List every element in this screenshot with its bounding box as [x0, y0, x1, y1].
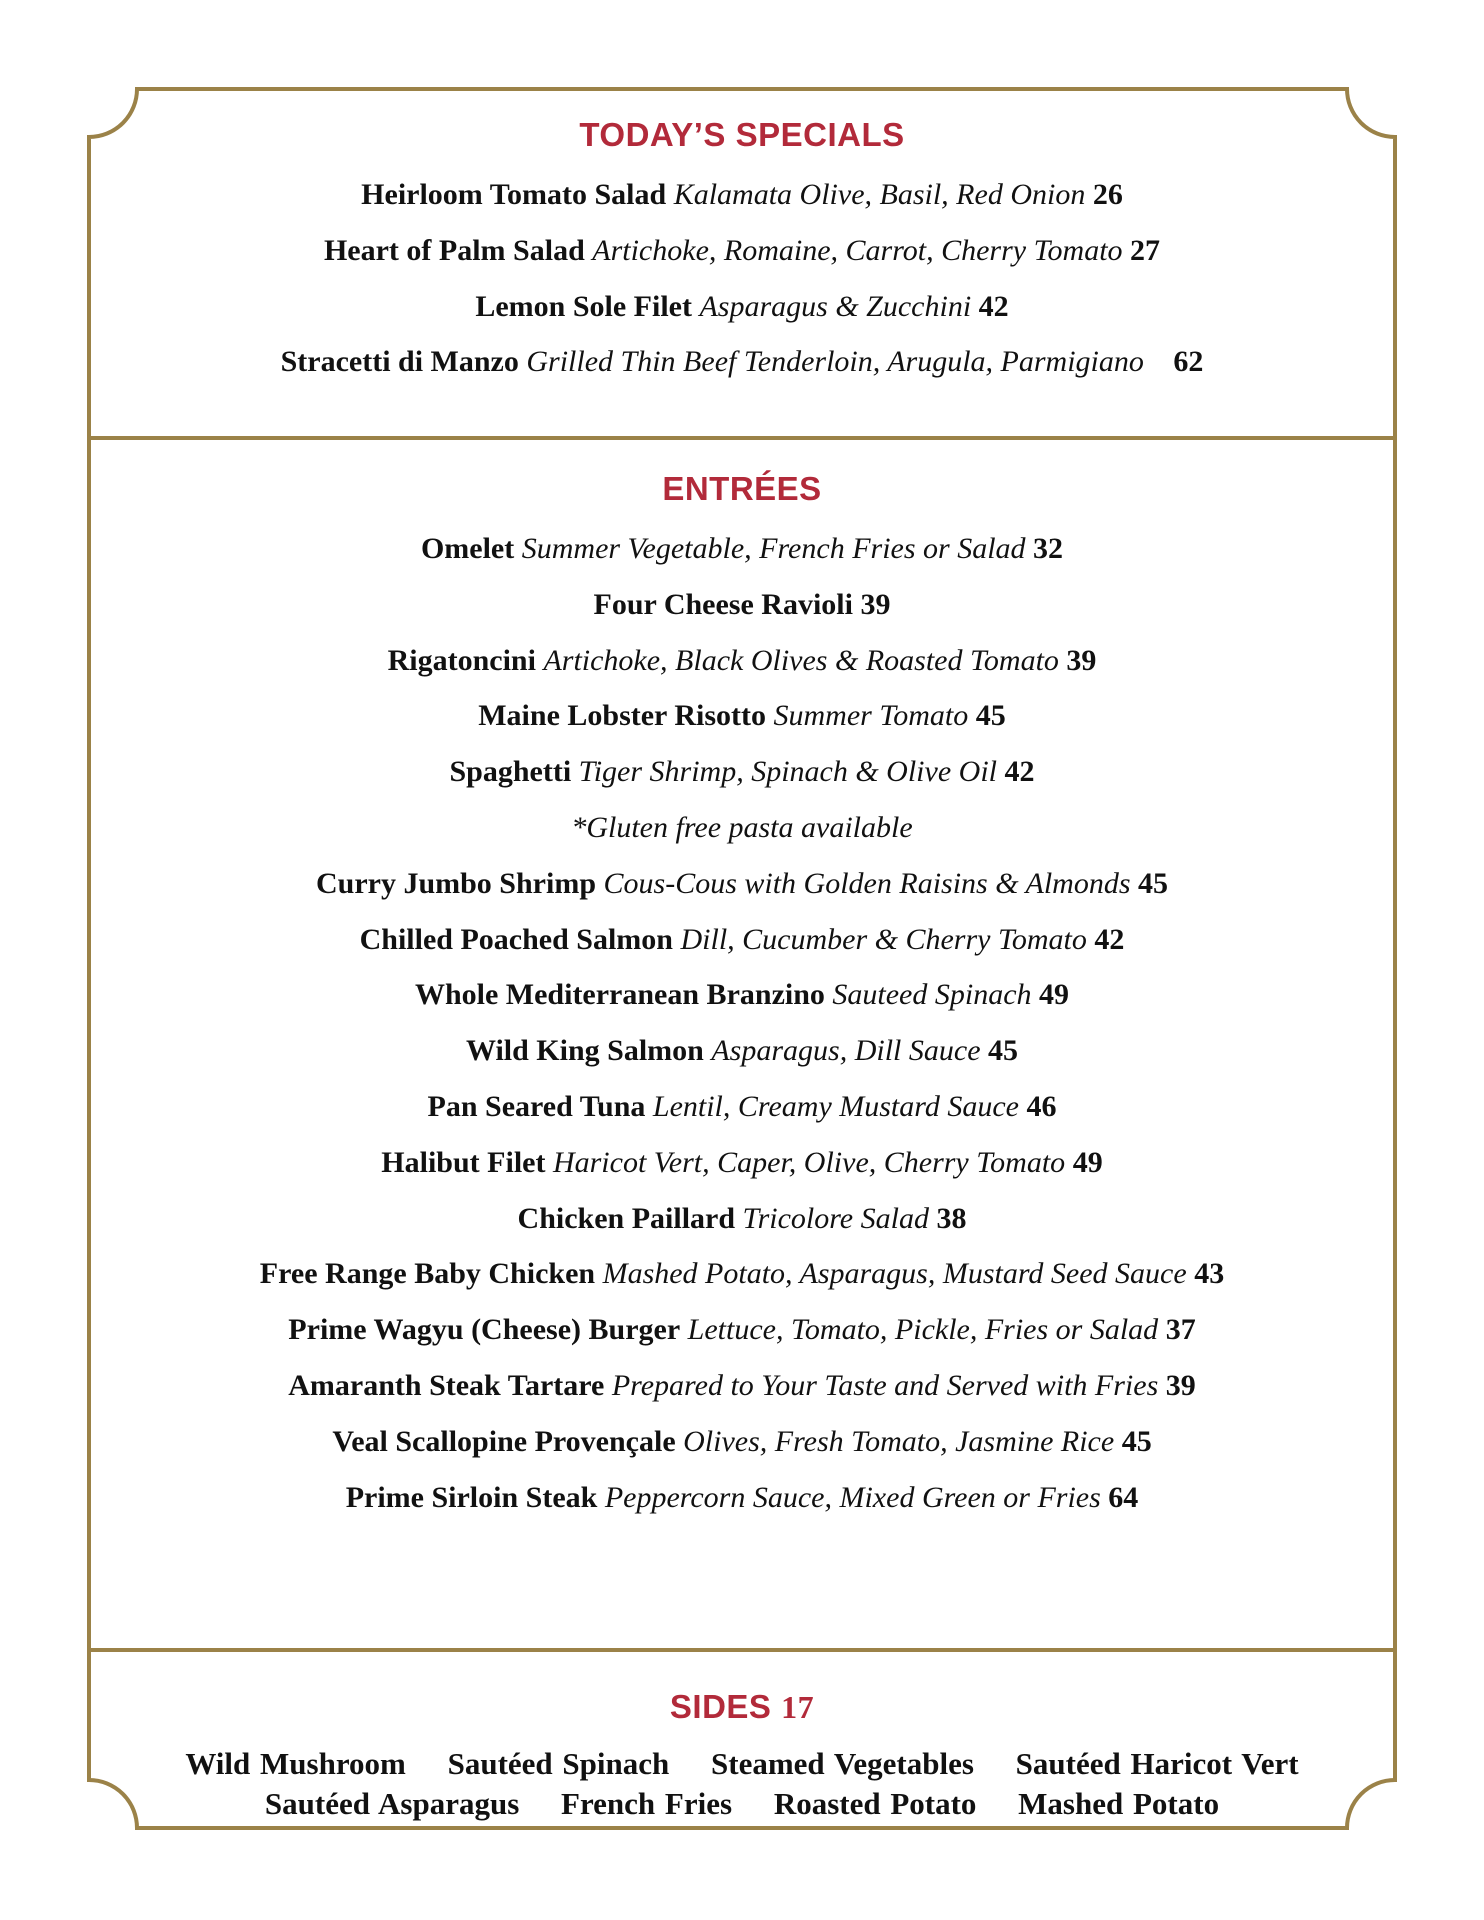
side-item: Sautéed Asparagus — [264, 1786, 520, 1821]
entree-item — [0, 688, 1484, 744]
entree-item — [0, 577, 1484, 633]
specials-item — [0, 334, 1484, 390]
item-description: Olives, Fresh Tomato, Jasmine Rice — [683, 1424, 1115, 1458]
item-name: Whole Mediterranean Branzino — [414, 978, 825, 1012]
item-name: Stracetti di Manzo — [280, 345, 519, 379]
item-price: 27 — [1130, 233, 1161, 267]
item-name: Heart of Palm Salad — [323, 233, 585, 267]
sides-row-2 — [0, 1786, 1484, 1822]
item-name: Spaghetti — [449, 755, 572, 789]
entree-item — [0, 1135, 1484, 1191]
item-name: Four Cheese Ravioli — [593, 587, 853, 621]
entree-item — [0, 521, 1484, 577]
item-price: 39 — [860, 587, 891, 621]
item-description: Haricot Vert, Caper, Olive, Cherry Tomato — [552, 1145, 1066, 1179]
item-name: Omelet — [420, 532, 515, 565]
side-item: Sautéed Haricot Vert — [1015, 1746, 1299, 1781]
specials-item — [0, 223, 1484, 279]
entree-item — [0, 1358, 1484, 1414]
item-description: Summer Vegetable, French Fries or Salad — [521, 532, 1026, 565]
item-description: Cous-Cous with Golden Raisins & Almonds — [603, 866, 1131, 900]
item-description: Peppercorn Sauce, Mixed Green or Fries — [604, 1480, 1101, 1514]
item-name: Halibut Filet — [381, 1145, 546, 1179]
item-price: 64 — [1108, 1480, 1139, 1514]
entree-item — [0, 633, 1484, 689]
item-name: Maine Lobster Risotto — [478, 699, 766, 733]
item-name: Amaranth Steak Tartare — [288, 1368, 605, 1402]
item-price: 46 — [1026, 1089, 1057, 1123]
specials-item — [0, 279, 1484, 335]
entree-item — [0, 1414, 1484, 1470]
item-name: Curry Jumbo Shrimp — [315, 866, 597, 900]
entrees-title: ENTRÉES — [662, 470, 822, 507]
item-price: 43 — [1194, 1257, 1225, 1291]
item-description: Artichoke, Black Olives & Roasted Tomato — [543, 643, 1059, 677]
item-name: Wild King Salmon — [465, 1034, 704, 1068]
item-price: 62 — [1173, 345, 1204, 379]
item-price: 38 — [936, 1201, 967, 1235]
item-price: 37 — [1165, 1313, 1196, 1347]
item-price: 45 — [975, 699, 1006, 733]
specials-list — [0, 167, 1484, 390]
entree-item — [0, 744, 1484, 800]
item-price: 42 — [1094, 922, 1125, 956]
entree-item — [0, 1191, 1484, 1247]
item-description: Prepared to Your Taste and Served with Fries — [611, 1368, 1159, 1402]
sides-row-1 — [0, 1746, 1484, 1782]
item-name: Veal Scallopine Provençale — [332, 1424, 676, 1458]
item-name: Prime Wagyu (Cheese) Burger — [288, 1313, 681, 1347]
entree-item — [0, 856, 1484, 912]
sides-price: 17 — [781, 1689, 815, 1725]
entree-item — [0, 1470, 1484, 1526]
item-name: Rigatoncini — [387, 643, 536, 677]
item-price: 32 — [1033, 532, 1064, 565]
side-item: Wild Mushroom — [185, 1746, 406, 1781]
item-price: 39 — [1165, 1368, 1196, 1402]
item-price: 26 — [1092, 178, 1123, 211]
item-description: Sauteed Spinach — [832, 978, 1032, 1012]
item-description: Tiger Shrimp, Spinach & Olive Oil — [578, 755, 997, 789]
item-description: Lentil, Creamy Mustard Sauce — [652, 1089, 1019, 1123]
item-name: Chilled Poached Salmon — [359, 922, 673, 956]
item-description: Tricolore Salad — [742, 1201, 929, 1235]
item-price: 45 — [1121, 1424, 1152, 1458]
item-name: Pan Seared Tuna — [427, 1089, 646, 1123]
item-price: 45 — [988, 1034, 1019, 1068]
item-description: Lettuce, Tomato, Pickle, Fries or Salad — [687, 1313, 1159, 1347]
side-item: Roasted Potato — [773, 1786, 977, 1821]
item-description: Asparagus, Dill Sauce — [711, 1034, 981, 1068]
entree-item — [0, 1246, 1484, 1302]
note-text: *Gluten free pasta available — [571, 810, 913, 844]
specials-item — [0, 167, 1484, 223]
item-price: 42 — [978, 289, 1009, 323]
item-price: 49 — [1039, 978, 1070, 1012]
item-name: Heirloom Tomato Salad — [361, 178, 667, 211]
item-name: Free Range Baby Chicken — [259, 1257, 596, 1291]
item-price: 45 — [1138, 866, 1169, 900]
entree-item — [0, 1302, 1484, 1358]
item-price: 42 — [1004, 755, 1035, 789]
entree-item — [0, 912, 1484, 968]
item-description: Artichoke, Romaine, Carrot, Cherry Tomato — [592, 233, 1123, 267]
side-item: French Fries — [561, 1786, 733, 1821]
item-name: Chicken Paillard — [517, 1201, 736, 1235]
item-description: Mashed Potato, Asparagus, Mustard Seed Sauce — [602, 1257, 1187, 1291]
side-item: Mashed Potato — [1018, 1786, 1220, 1821]
item-description: Dill, Cucumber & Cherry Tomato — [680, 922, 1087, 956]
item-name: Lemon Sole Filet — [475, 289, 692, 323]
sides-title-text: SIDES — [669, 1688, 772, 1725]
side-item: Sautéed Spinach — [447, 1746, 670, 1781]
item-description: Kalamata Olive, Basil, Red Onion — [673, 178, 1086, 211]
item-description: Asparagus & Zucchini — [699, 289, 972, 323]
specials-title: TODAY’S SPECIALS — [579, 116, 905, 153]
item-name: Prime Sirloin Steak — [345, 1480, 598, 1514]
entrees-list — [0, 521, 1484, 1525]
entree-item — [0, 1079, 1484, 1135]
item-description: Summer Tomato — [773, 699, 969, 733]
item-description: Grilled Thin Beef Tenderloin, Arugula, Parmigiano — [526, 345, 1144, 379]
entree-item — [0, 967, 1484, 1023]
gluten-free-note — [0, 800, 1484, 856]
item-price: 39 — [1066, 643, 1097, 677]
side-item: Steamed Vegetables — [711, 1746, 974, 1781]
entree-item — [0, 1023, 1484, 1079]
sides-title — [0, 1688, 1484, 1726]
item-price: 49 — [1072, 1145, 1103, 1179]
